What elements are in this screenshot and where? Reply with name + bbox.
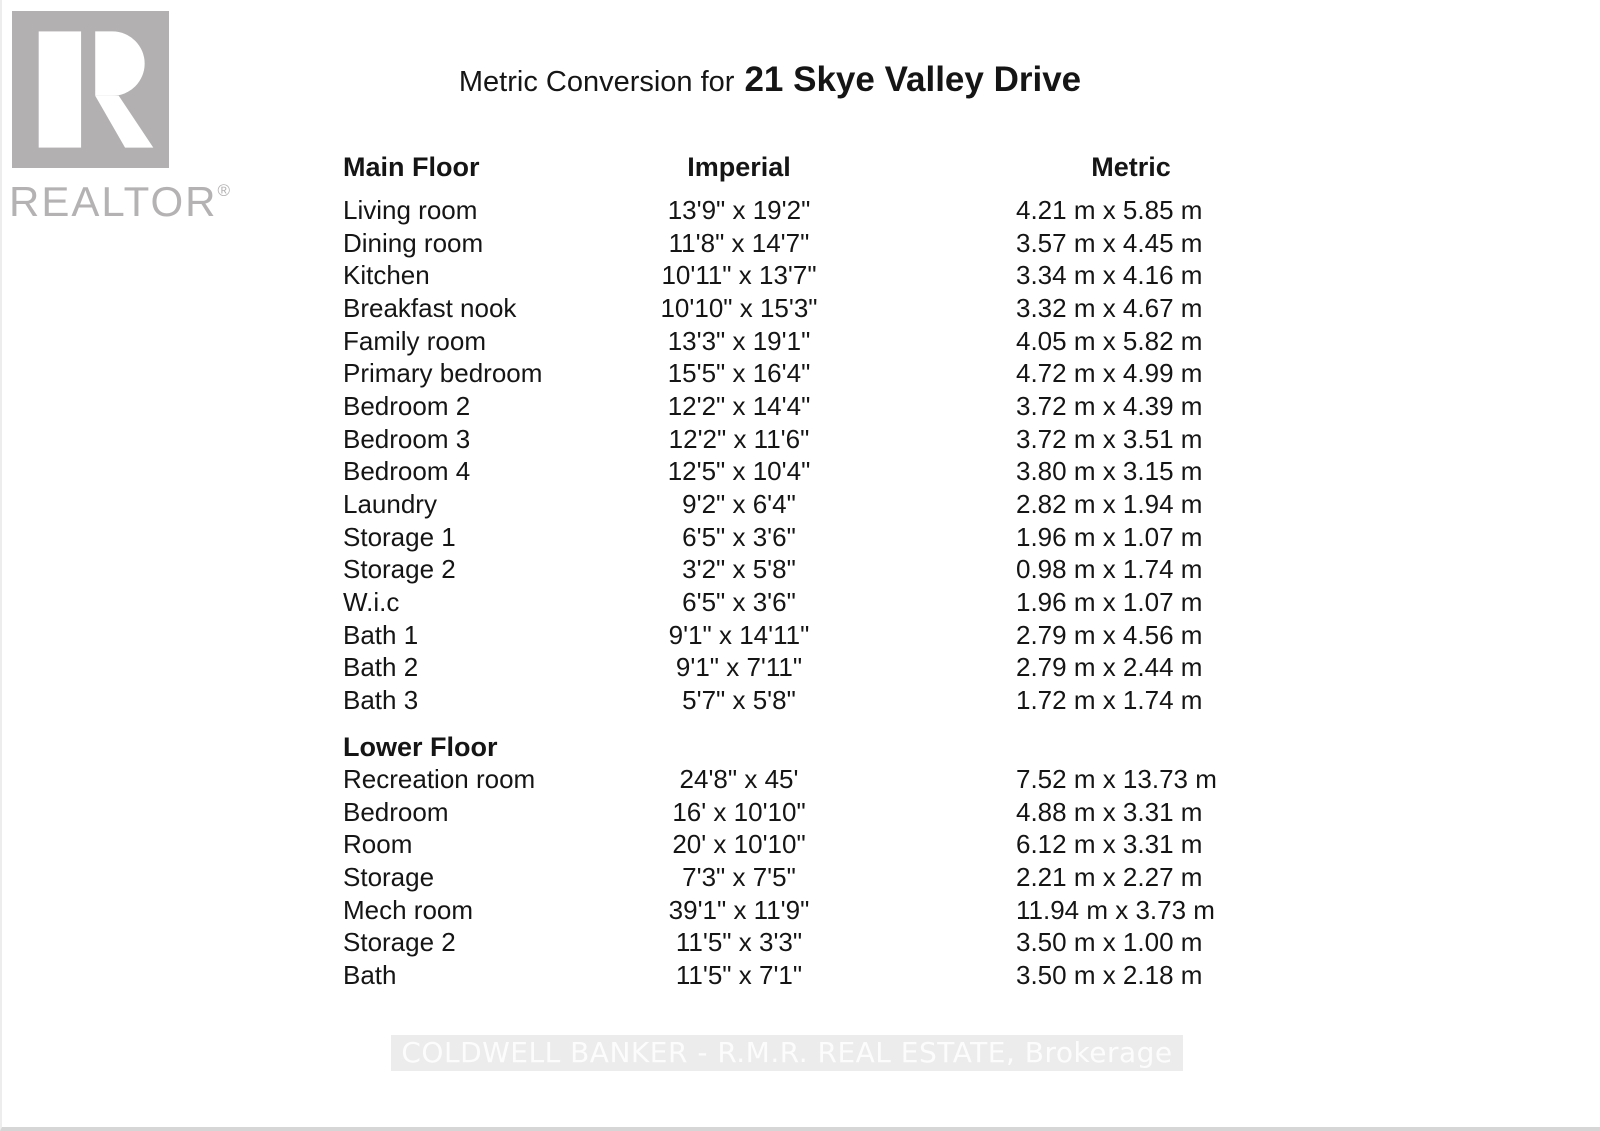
room-name: Mech room: [343, 894, 474, 925]
table-row: [343, 227, 1246, 260]
table-row: [343, 456, 1246, 489]
room-name: Bath 3: [343, 685, 419, 716]
room-name: Storage 1: [343, 521, 456, 552]
lower-floor-rows: [343, 763, 1246, 992]
table-row: [343, 619, 1246, 652]
room-name: Bath 2: [343, 652, 419, 683]
table-row: [343, 521, 1246, 554]
footer-watermark: [2, 1035, 1572, 1071]
table-header-row: [343, 148, 1246, 186]
imperial-dimensions: 11'8" x 14'7": [668, 227, 810, 258]
table-row: [343, 259, 1246, 292]
imperial-dimensions: 12'5" x 10'4": [667, 456, 811, 487]
table-row: [343, 357, 1246, 390]
metric-dimensions: 2.82 m x 1.94 m: [1016, 489, 1203, 520]
main-floor-rows: [343, 194, 1246, 717]
imperial-dimensions: 5'7" x 5'8": [682, 685, 796, 716]
table-row: [343, 861, 1246, 894]
metric-dimensions: 4.72 m x 4.99 m: [1016, 358, 1203, 389]
imperial-dimensions: 9'2" x 6'4": [682, 489, 796, 520]
room-name: Recreation room: [343, 763, 536, 794]
imperial-dimensions: 11'5" x 3'3": [675, 927, 803, 958]
room-name: Bedroom 4: [343, 456, 471, 487]
title-address: 21 Skye Valley Drive: [744, 60, 1082, 99]
table-row: [343, 894, 1246, 927]
table-row: [343, 554, 1246, 587]
imperial-dimensions: 11'5" x 7'1": [675, 959, 803, 990]
metric-dimensions: 2.21 m x 2.27 m: [1016, 861, 1203, 892]
metric-dimensions: 3.50 m x 2.18 m: [1016, 959, 1203, 990]
room-name: Storage 2: [343, 554, 456, 585]
imperial-dimensions: 10'10" x 15'3": [660, 292, 818, 323]
table-row: [343, 926, 1246, 959]
title-prefix: Metric Conversion for: [458, 66, 735, 98]
imperial-dimensions: 13'3" x 19'1": [667, 325, 811, 356]
table-row: [343, 959, 1246, 992]
room-name: Dining room: [343, 227, 484, 258]
imperial-dimensions: 15'5" x 16'4": [667, 358, 811, 389]
imperial-dimensions: 9'1" x 14'11": [668, 619, 810, 650]
brokerage-name: COLDWELL BANKER - R.M.R. REAL ESTATE, Brokerage: [391, 1035, 1182, 1071]
realtor-wordmark: [9, 170, 230, 223]
room-name: Family room: [343, 325, 487, 356]
imperial-dimensions: 13'9" x 19'2": [667, 194, 811, 225]
room-name: Breakfast nook: [343, 292, 517, 323]
metric-dimensions: 3.34 m x 4.16 m: [1016, 260, 1203, 291]
room-name: Bath: [343, 959, 397, 990]
column-header-main-floor: Main Floor: [343, 151, 480, 182]
metric-dimensions: 3.32 m x 4.67 m: [1016, 292, 1203, 323]
room-name: Bedroom 2: [343, 390, 471, 421]
imperial-dimensions: 12'2" x 11'6": [668, 423, 810, 454]
room-name: Primary bedroom: [343, 358, 543, 389]
lower-floor-label: Lower Floor: [343, 731, 498, 762]
metric-dimensions: 7.52 m x 13.73 m: [1016, 763, 1217, 794]
room-name: Bedroom: [343, 796, 449, 827]
room-name: Storage 2: [343, 927, 456, 958]
metric-dimensions: 2.79 m x 2.44 m: [1016, 652, 1203, 683]
metric-dimensions: 4.88 m x 3.31 m: [1016, 796, 1203, 827]
metric-dimensions: 4.05 m x 5.82 m: [1016, 325, 1203, 356]
room-name: Bath 1: [343, 619, 419, 650]
imperial-dimensions: 12'2" x 14'4": [667, 390, 811, 421]
table-row: [343, 488, 1246, 521]
table-row: [343, 652, 1246, 685]
imperial-dimensions: 3'2" x 5'8": [682, 554, 796, 585]
room-name: Room: [343, 829, 413, 860]
table-row: [343, 194, 1246, 227]
imperial-dimensions: 24'8" x 45': [679, 763, 799, 794]
table-row: [343, 423, 1246, 456]
room-name: Kitchen: [343, 260, 430, 291]
room-name: Living room: [343, 194, 478, 225]
table-row: [343, 586, 1246, 619]
room-name: Storage: [343, 861, 435, 892]
table-row: [343, 763, 1246, 796]
conversion-table: [343, 148, 1246, 992]
registered-trademark-symbol: ®: [217, 181, 231, 200]
metric-dimensions: 3.57 m x 4.45 m: [1016, 227, 1203, 258]
metric-dimensions: 1.96 m x 1.07 m: [1016, 587, 1203, 618]
table-row: [343, 684, 1246, 717]
metric-dimensions: 1.96 m x 1.07 m: [1016, 521, 1203, 552]
imperial-dimensions: 9'1" x 7'11": [675, 652, 803, 683]
imperial-dimensions: 6'5" x 3'6": [682, 521, 796, 552]
imperial-dimensions: 7'3" x 7'5": [682, 861, 796, 892]
room-name: W.i.c: [343, 587, 400, 618]
table-row: [343, 796, 1246, 829]
metric-dimensions: 0.98 m x 1.74 m: [1016, 554, 1203, 585]
imperial-dimensions: 6'5" x 3'6": [682, 587, 796, 618]
table-row: [343, 828, 1246, 861]
imperial-dimensions: 10'11" x 13'7": [661, 260, 817, 291]
metric-dimensions: 4.21 m x 5.85 m: [1016, 194, 1203, 225]
realtor-wordmark-text: REALTOR: [9, 178, 218, 225]
metric-dimensions: 3.72 m x 3.51 m: [1016, 423, 1203, 454]
imperial-dimensions: 16' x 10'10": [672, 796, 806, 827]
lower-floor-section-row: [343, 731, 1246, 763]
imperial-dimensions: 39'1" x 11'9": [668, 894, 810, 925]
column-header-imperial: Imperial: [687, 151, 791, 182]
metric-dimensions: 6.12 m x 3.31 m: [1016, 829, 1203, 860]
room-name: Laundry: [343, 489, 437, 520]
metric-dimensions: 3.72 m x 4.39 m: [1016, 390, 1203, 421]
metric-dimensions: 3.50 m x 1.00 m: [1016, 927, 1203, 958]
page-title: [2, 60, 1538, 100]
imperial-dimensions: 20' x 10'10": [672, 829, 806, 860]
table-row: [343, 325, 1246, 358]
metric-dimensions: 1.72 m x 1.74 m: [1016, 685, 1203, 716]
table-row: [343, 292, 1246, 325]
metric-dimensions: 3.80 m x 3.15 m: [1016, 456, 1203, 487]
column-header-metric: Metric: [1091, 151, 1171, 182]
table-row: [343, 390, 1246, 423]
metric-dimensions: 11.94 m x 3.73 m: [1016, 894, 1215, 925]
metric-dimensions: 2.79 m x 4.56 m: [1016, 619, 1203, 650]
room-name: Bedroom 3: [343, 423, 471, 454]
